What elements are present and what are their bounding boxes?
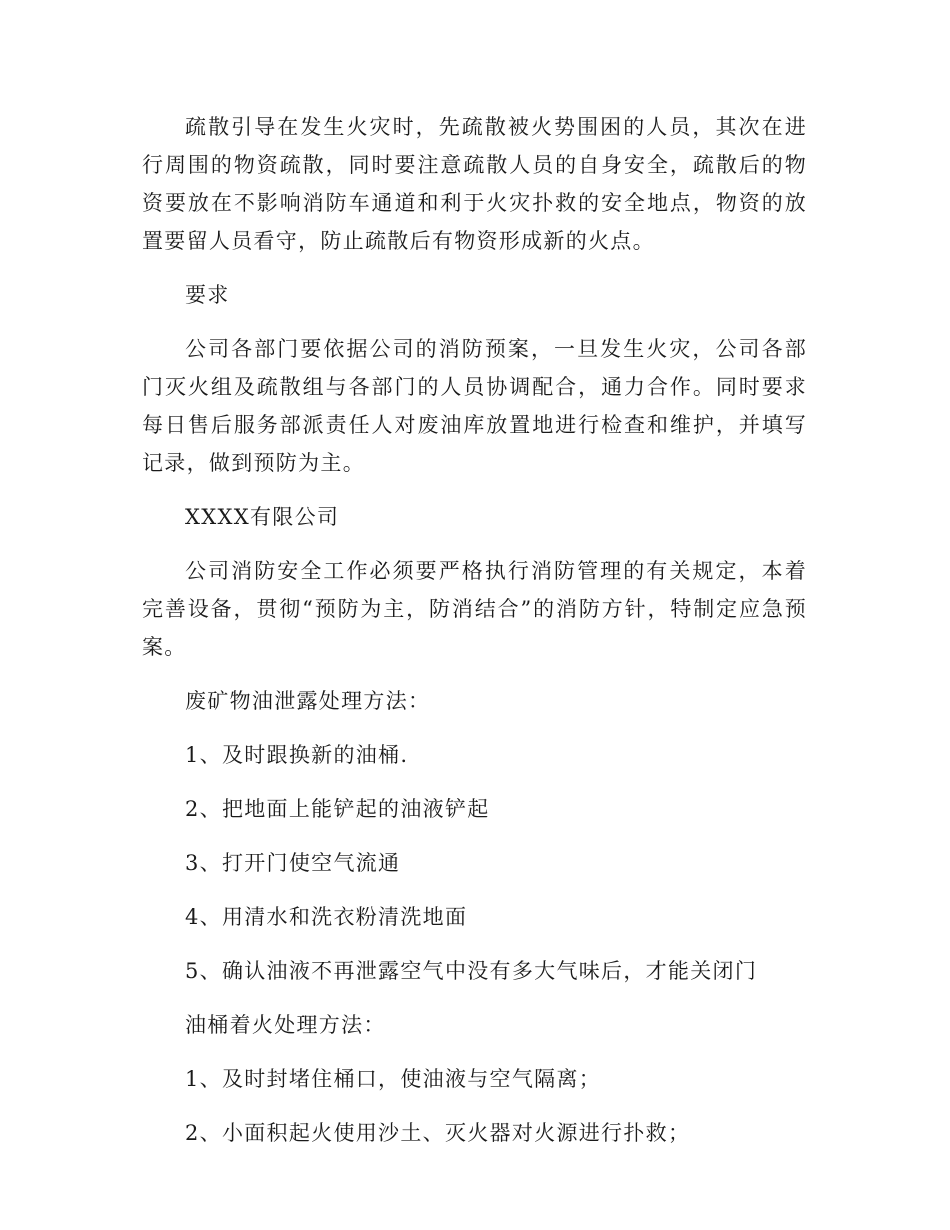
list-item-leak-step-3: 3、打开门使空气流通 [185,851,401,875]
list-item-leak-step-5: 5、确认油液不再泄露空气中没有多大气味后，才能关闭门 [185,959,758,983]
list-item-leak-step-2: 2、把地面上能铲起的油液铲起 [185,797,490,821]
paragraph-fire-safety-policy: 公司消防安全工作必须要严格执行消防管理的有关规定，本着完善设备，贯彻“预防为主，防消结合”的消防方针，特制定应急预案。 [142,559,807,659]
paragraph-requirements: 公司各部门要依据公司的消防预案，一旦发生火灾，公司各部门灭火组及疏散组与各部门的人员协调配合，通力合作。同时要求每日售后服务部派责任人对废油库放置地进行检查和维护，并填写记录，做到预防为主。 [142,337,807,475]
list-item-fire-step-2: 2、小面积起火使用沙土、灭火器对火源进行扑救； [185,1121,691,1145]
list-item-leak-step-4: 4、用清水和洗衣粉清洗地面 [185,905,468,929]
heading-requirements: 要求 [185,283,230,307]
heading-barrel-fire-handling: 油桶着火处理方法： [185,1013,386,1037]
paragraph-evacuation-guidance: 疏散引导在发生火灾时，先疏散被火势围困的人员，其次在进行周围的物资疏散，同时要注意疏散人员的自身安全，疏散后的物资要放在不影响消防车通道和利于火灾扑救的安全地点，物资的放置要留人员看守，防止疏散后有物资形成新的火点。 [142,115,807,253]
list-item-fire-step-1: 1、及时封堵住桶口，使油液与空气隔离； [185,1067,602,1091]
document-body [142,108,807,1152]
heading-oil-leak-handling: 废矿物油泄露处理方法： [185,689,431,713]
company-name: XXXX有限公司 [185,505,340,529]
list-item-leak-step-1: 1、及时跟换新的油桶. [185,743,409,767]
